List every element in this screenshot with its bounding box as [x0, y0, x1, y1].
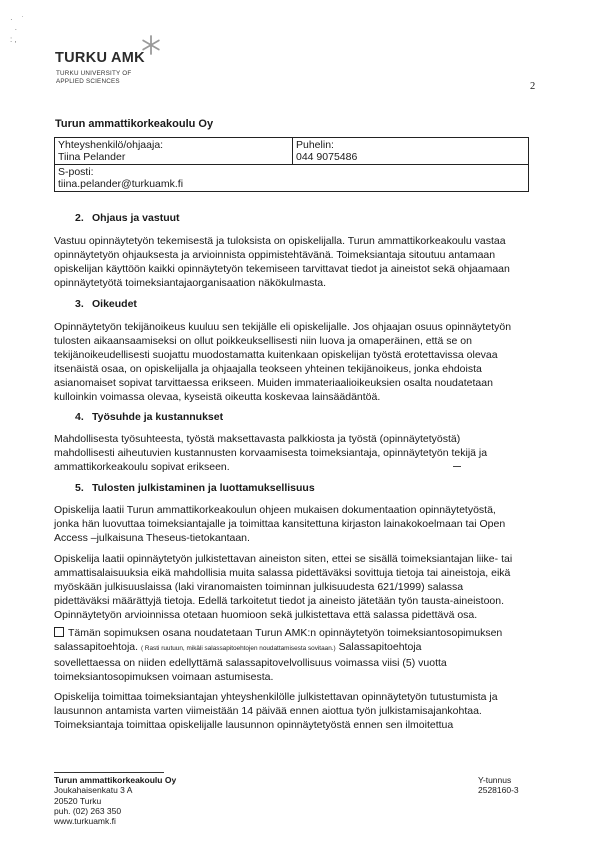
text-line: toimeksiantosopimuksen voimaan astumisesta.: [54, 671, 274, 683]
text-line: kulloinkin voimassa olevaa, kyseistä oikeutta koskevaa lainsäädäntöä.: [54, 391, 381, 403]
text-line: myöskään julkisuuslaissa (laki viranomaisten toiminnan julkisuudesta 621/1999) salassa: [54, 581, 464, 593]
text-line: Access –julkaisuna Theseus-tietokantaan.: [54, 532, 250, 544]
text-line: salassapitoehtoja. ( Rasti ruutuun, mikäli salassapitoehtojen noudattamisesta sovitaan.) Salassapitoehtoja: [54, 641, 422, 653]
section-title: Työsuhde ja kustannukset: [92, 411, 224, 423]
email-value: tiina.pelander@turkuamk.fi: [58, 178, 184, 190]
section-number: 4.: [75, 411, 84, 423]
business-id-label: Y-tunnus: [478, 775, 512, 785]
footer-business-id: [478, 775, 519, 796]
text-line: pidettäväksi määrättyjä tietoja. Edellä tarkoitetut tiedot ja aineisto jätetään työn tausta-aineistoon.: [54, 595, 505, 607]
text-line: lausunnon antamista varten viimeistään 14 päivää ennen aiottua työn julkistamisajankohtaa.: [54, 705, 482, 717]
email-label: S-posti:: [58, 166, 94, 178]
text-line: opinnäytetyön ohjauksesta ja arvioinnista oppimistehtävänä. Toimeksiantaja sitoutuu antamaan: [54, 249, 496, 261]
section-2-paragraph: [54, 234, 534, 290]
turku-amk-logo: [55, 30, 195, 90]
footer-org: Turun ammattikorkeakoulu Oy: [54, 775, 177, 785]
section-heading-3: [75, 298, 137, 310]
footer-phone: puh. (02) 263 350: [54, 805, 122, 816]
text-line: opinnäytetyötä toimeksiantajaorganisaation näkökulmasta.: [54, 277, 327, 289]
footer-divider: [54, 772, 164, 773]
page-number: 2: [530, 81, 536, 92]
section-heading-2: [75, 212, 180, 224]
section-title: Tulosten julkistaminen ja luottamuksellisuus: [92, 482, 315, 494]
email-row: [55, 165, 529, 192]
text-line: asianomaiset sopivat tarvittaessa erikseen. Muiden immateriaalioikeuksien osalta noudatetaan: [54, 377, 493, 389]
checkbox-label: Tämän sopimuksen osana noudatetaan Turun AMK:n opinnäytetyön toimeksiantosopimuksen: [68, 627, 503, 639]
phone-value: 044 9075486: [296, 151, 358, 163]
contact-table: [54, 137, 529, 192]
text-line: Toimeksiantaja toimittaa opiskelijalle lausunnon opinnäytetyöstä ennen sen ilmoitettua: [54, 719, 454, 731]
statement-paragraph: [54, 690, 534, 732]
text-line: Vastuu opinnäytetyön tekemisestä ja tuloksista on opiskelijalla. Turun ammattikorkeakoulu vastaa: [54, 235, 506, 247]
text-line: Opinnäytetyön tekijänoikeus kuuluu sen tekijälle eli opiskelijalle. Jos ohjaajan osuus opinnäytetyön: [54, 321, 512, 333]
text-line: tekijänoikeudellisesti suojattu muodostamatta kuitenkaan opiskelijan työstä erotettavissa olevaa: [54, 349, 498, 361]
footer-postal: 20520 Turku: [54, 795, 102, 806]
text-line: ammattisalaisuuksia eikä mahdollisia muita salassa pidettäväksi sovittuja tietoja tai aineistoja, eikä: [54, 567, 511, 579]
footer-address: [54, 775, 176, 826]
contact-row: [55, 138, 529, 165]
section-title: Oikeudet: [92, 298, 137, 310]
section-number: 2.: [75, 212, 84, 224]
email-cell: [55, 165, 529, 192]
section-heading-4: [75, 411, 223, 423]
footer-web: www.turkuamk.fi: [54, 816, 116, 827]
section-number: 3.: [75, 298, 84, 310]
logo-subtitle-line2: APPLIED SCIENCES: [56, 78, 120, 85]
logo-subtitle-line1: TURKU UNIVERSITY OF: [56, 70, 132, 77]
text-line: sovellettaessa on niiden edellyttämä salassapitovelvollisuus voimassa viisi (5) vuotta: [54, 657, 447, 669]
section-3-paragraph: [54, 320, 534, 404]
text-line: jonka hän luovuttaa toimeksiantajalle ja toimittaa kansitettuna kirjaston lainakokoelmaan tai Open: [54, 518, 506, 530]
phone-cell: [293, 138, 529, 165]
confidentiality-paragraph: [54, 552, 534, 622]
confidentiality-checkbox[interactable]: [54, 627, 64, 637]
contact-person-name: Tiina Pelander: [58, 151, 126, 163]
section-number: 5.: [75, 482, 84, 494]
text-line: Opiskelija laatii opinnäytetyön julkistettavan aineiston siten, ettei se sisällä toimeksiantajan liike- tai: [54, 553, 513, 565]
text-line: Opinnäytetyön arvioinnissa otetaan huomioon sekä julkistettava että salassa pidettävä osa.: [54, 609, 478, 621]
text-line: Mahdollisesta työsuhteesta, työstä maksettavasta palkkiosta ja työstä (opinnäytetyöstä): [54, 433, 461, 445]
section-title: Ohjaus ja vastuut: [92, 212, 180, 224]
section-heading-5: [75, 482, 315, 494]
text-line: Opiskelija toimittaa toimeksiantajan yhteyshenkilölle julkistettavan opinnäytetyön tutustumista ja: [54, 691, 498, 703]
text-line: opiskelijan käyttöön kaikki opinnäytetyön tekemiseen tarvittavat tiedot ja aineistot sekä ohjaamaan: [54, 263, 510, 275]
business-id-value: 2528160-3: [478, 785, 519, 796]
footer-street: Joukahaisenkatu 3 A: [54, 785, 133, 796]
text-line: Opiskelija laatii Turun ammattikorkeakoulun ohjeen mukaisen dokumentaation opinnäytetyöstä,: [54, 504, 496, 516]
text-line: [54, 626, 534, 640]
logo-wordmark: TURKU AMK: [55, 50, 145, 66]
scan-mark: [453, 466, 461, 467]
text-line: itsenäistä osaa, on opiskelijalla ja ohjaajalla teokseen yhteinen tekijänoikeus, jonka ehdoista: [54, 363, 482, 375]
text-line: tulosten aikaansaamiseksi on ollut poikkeuksellisesti niin luova ja omaperäinen, että se on: [54, 335, 472, 347]
contact-person-cell: [55, 138, 293, 165]
section-5-paragraph: [54, 503, 534, 545]
confidentiality-checkbox-clause: [54, 626, 534, 684]
scan-artifact: · ˙ · : ,: [10, 15, 25, 44]
text-line: ammattikorkeakoulu sopivat erikseen.: [54, 461, 230, 473]
organization-title: Turun ammattikorkeakoulu Oy: [55, 118, 214, 130]
checkbox-instruction: ( Rasti ruutuun, mikäli salassapitoehtojen noudattamisesta sovitaan.): [140, 645, 336, 652]
section-4-paragraph: [54, 432, 534, 474]
text-line: mahdollisesti aiheutuvien kustannusten korvaamisesta toimeksiantaja, opinnäytetyön tekijä ja: [54, 447, 488, 459]
phone-label: Puhelin:: [296, 139, 334, 151]
contact-person-label: Yhteyshenkilö/ohjaaja:: [58, 139, 164, 151]
